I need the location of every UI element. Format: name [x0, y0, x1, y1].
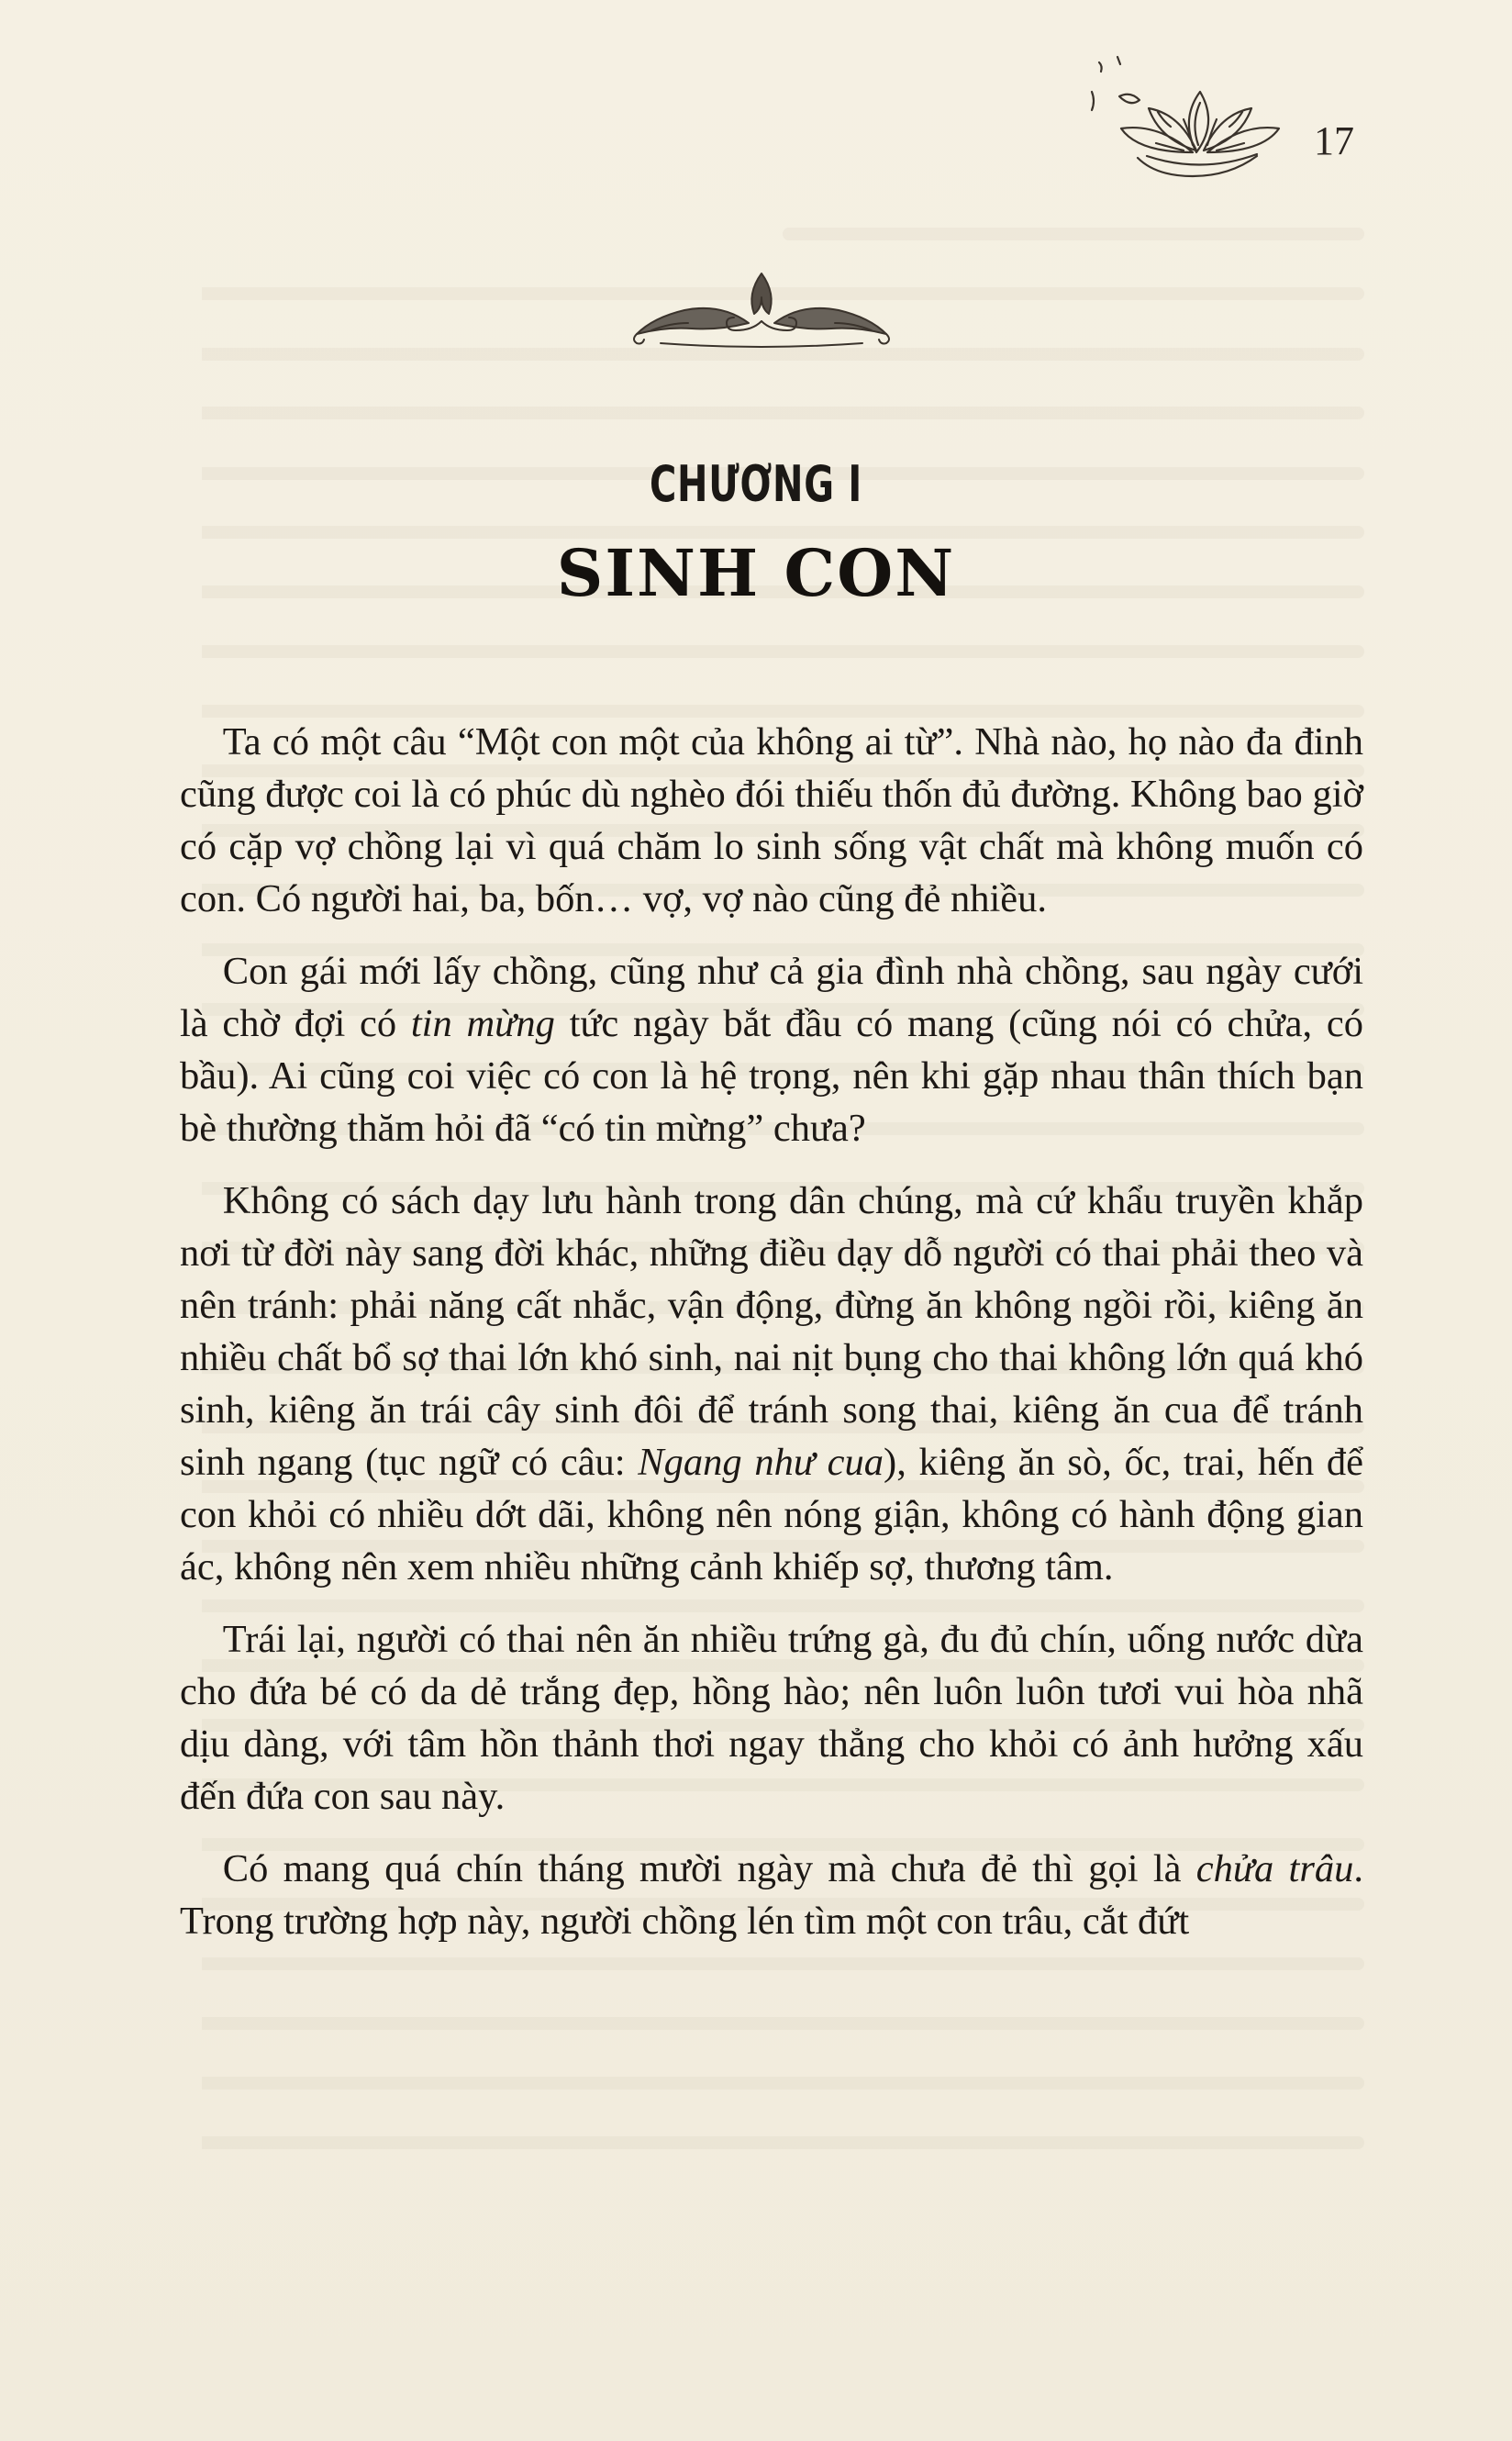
paragraph-text: Có mang quá chín tháng mười ngày mà chưa đẻ thì gọi là: [222, 1847, 1196, 1890]
paragraph-text: tức ngày bắt đầu có mang (cũng nói có chửa, có bầu). Ai cũng coi việc có con là hệ trọng, nên khi gặp nhau thân thích bạn bè thường thăm hỏi đã “có tin mừng” chưa?: [180, 1002, 1364, 1150]
lotus-flower-icon: [1083, 55, 1321, 193]
scroll-ornament-icon: [624, 266, 899, 358]
paragraph: [180, 945, 1363, 1154]
paragraph-text: Ta có một câu “Một con một của không ai từ”. Nhà nào, họ nào đa đinh cũng được coi là có phúc dù nghèo đói thiếu thốn đủ đường. Không bao giờ có cặp vợ chồng lại vì quá chăm lo sinh sống vật chất mà không muốn có con. Có người hai, ba, bốn… vợ, vợ nào cũng đẻ nhiều.: [180, 720, 1363, 920]
paragraph-text: Con gái mới lấy chồng, cũng như cả gia đình nhà chồng, sau ngày cưới là chờ đợi có: [180, 950, 1363, 1045]
italic-proverb: Ngang như cua: [638, 1441, 884, 1484]
paragraph: [180, 1843, 1363, 1947]
chapter-label: CHƯƠNG I: [649, 455, 863, 513]
chapter-body: [180, 716, 1363, 1967]
page-number: 17: [1314, 118, 1354, 163]
paragraph-text: Không có sách dạy lưu hành trong dân chúng, mà cứ khẩu truyền khắp nơi từ đời này sang đời khác, những điều dạy dỗ người có thai phải theo và nên tránh: phải năng cất nhắc, vận động, đừng ăn không ngồi rồi, kiêng ăn nhiều chất bổ sợ thai lớn khó sinh, nai nịt bụng cho thai không lớn quá khó sinh, kiêng ăn trái cây sinh đôi để tránh song thai, kiêng ăn cua để tránh sinh ngang (tục ngữ có câu:: [180, 1179, 1363, 1484]
italic-term: chửa trâu: [1195, 1847, 1354, 1890]
paragraph: [180, 716, 1363, 925]
paragraph-text: ), kiêng ăn sò, ốc, trai, hến để con khỏi có nhiều dớt dãi, không nên nóng giận, không có hành động gian ác, không nên xem nhiều những cảnh khiếp sợ, thương tâm.: [180, 1441, 1364, 1588]
paragraph: [180, 1613, 1363, 1822]
paragraph-text: . Trong trường hợp này, người chồng lén tìm một con trâu, cắt đứt: [180, 1847, 1364, 1943]
paragraph: [180, 1175, 1363, 1593]
chapter-title: SINH CON: [556, 535, 956, 611]
paragraph-text: Trái lại, người có thai nên ăn nhiều trứng gà, đu đủ chín, uống nước dừa cho đứa bé có da dẻ trắng đẹp, hồng hào; nên luôn luôn tươi vui hòa nhã dịu dàng, với tâm hồn thảnh thơi ngay thẳng cho khỏi có ảnh hưởng xấu đến đứa con sau này.: [180, 1618, 1363, 1818]
italic-term: tin mừng: [410, 1002, 555, 1045]
